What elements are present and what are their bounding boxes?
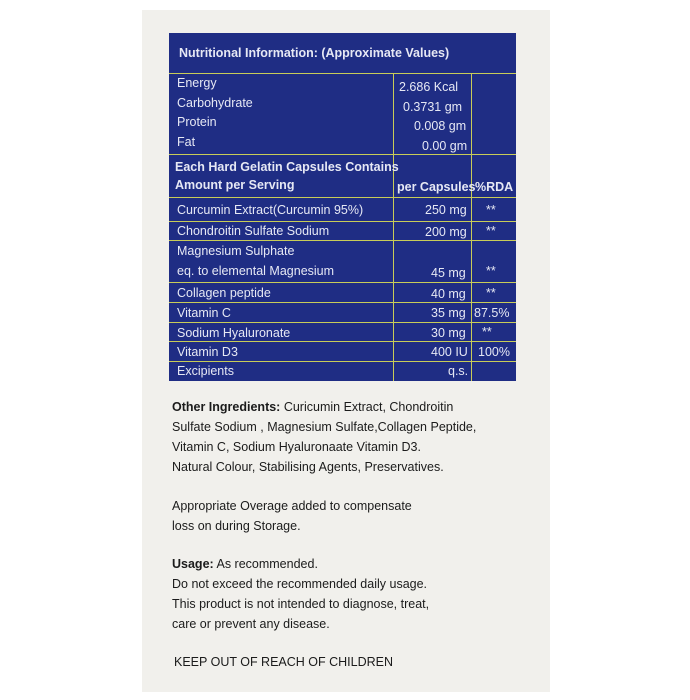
heading-line-1: Each Hard Gelatin Capsules Contains (175, 160, 399, 174)
nutrition-value: 0.3731 gm (403, 100, 463, 114)
ingredient-amount: 250 mg (425, 203, 467, 217)
ingredient-name: Chondroitin Sulfate Sodium (177, 224, 330, 238)
ingredient-name: Vitamin D3 (177, 345, 238, 359)
panel-title: Nutritional Information: (Approximate Values) (179, 46, 450, 60)
ingredient-name: Vitamin C (177, 306, 231, 320)
ingredient-name: Collagen peptide (177, 286, 271, 300)
ingredient-rda: ** (482, 325, 492, 339)
other-ingredients-line: Vitamin C, Sodium Hyaluronaate Vitamin D3. (172, 440, 421, 454)
nutrition-label: Energy (177, 76, 217, 90)
table-row (169, 362, 516, 381)
ingredient-name: Sodium Hyaluronate (177, 326, 291, 340)
column-header-per-capsule: per Capsules (397, 180, 476, 194)
usage-text: As recommended. (216, 557, 318, 571)
table-row (169, 323, 516, 342)
ingredient-rda: 87.5% (474, 306, 510, 320)
usage-line: care or prevent any disease. (172, 617, 330, 631)
table-row (169, 222, 516, 241)
usage-line: This product is not intended to diagnose, treat, (172, 597, 430, 611)
nutrition-panel (169, 33, 516, 381)
nutrition-label: Protein (177, 115, 217, 129)
nutrition-block (169, 74, 516, 155)
usage-line (172, 554, 318, 574)
table-row (169, 303, 516, 323)
ingredient-amount: 30 mg (431, 326, 466, 340)
ingredient-rda: ** (486, 224, 496, 238)
ingredient-amount: 35 mg (431, 306, 466, 320)
ingredient-rda: 100% (478, 345, 510, 359)
other-ingredients-line: Sulfate Sodium , Magnesium Sulfate,Collagen Peptide, (172, 420, 477, 434)
overage-line: Appropriate Overage added to compensate (172, 499, 412, 513)
ingredient-name: Magnesium Sulphate (177, 244, 295, 258)
usage-line: Do not exceed the recommended daily usage. (172, 577, 428, 591)
ingredient-rda: ** (486, 264, 496, 278)
nutrition-value: 0.008 gm (414, 119, 467, 133)
other-ingredients-text: Curicumin Extract, Chondroitin (283, 400, 454, 414)
overage-line: loss on during Storage. (172, 519, 301, 533)
other-ingredients-label: Other Ingredients: (172, 400, 281, 414)
table-row (169, 283, 516, 303)
ingredient-name-line-2: eq. to elemental Magnesium (177, 264, 335, 278)
ingredient-rda: ** (486, 286, 496, 300)
nutrition-value: 2.686 Kcal (399, 80, 459, 94)
panel-title-row (169, 33, 516, 74)
heading-line-2: Amount per Serving (175, 178, 295, 192)
nutrition-label: Carbohydrate (177, 96, 253, 110)
table-row (169, 342, 516, 362)
ingredient-amount: 40 mg (431, 287, 466, 301)
usage-label: Usage: (172, 557, 214, 571)
table-row (169, 241, 516, 283)
ingredient-amount: q.s. (448, 364, 469, 378)
other-ingredients-line: Natural Colour, Stabilising Agents, Preservatives. (172, 460, 444, 474)
other-ingredients-line (172, 397, 453, 417)
ingredient-name: Curcumin Extract(Curcumin 95%) (177, 203, 364, 217)
ingredient-amount: 200 mg (425, 225, 467, 239)
ingredient-amount: 45 mg (431, 266, 466, 280)
table-row (169, 198, 516, 222)
ingredient-rda: ** (486, 203, 496, 217)
ingredient-amount: 400 IU (431, 345, 468, 359)
nutrition-label: Fat (177, 135, 196, 149)
children-warning: KEEP OUT OF REACH OF CHILDREN (174, 655, 394, 669)
ingredients-heading-row (169, 155, 516, 198)
column-header-rda: %RDA (475, 180, 514, 194)
ingredient-name: Excipients (177, 364, 234, 378)
nutrition-value: 0.00 gm (422, 139, 468, 153)
